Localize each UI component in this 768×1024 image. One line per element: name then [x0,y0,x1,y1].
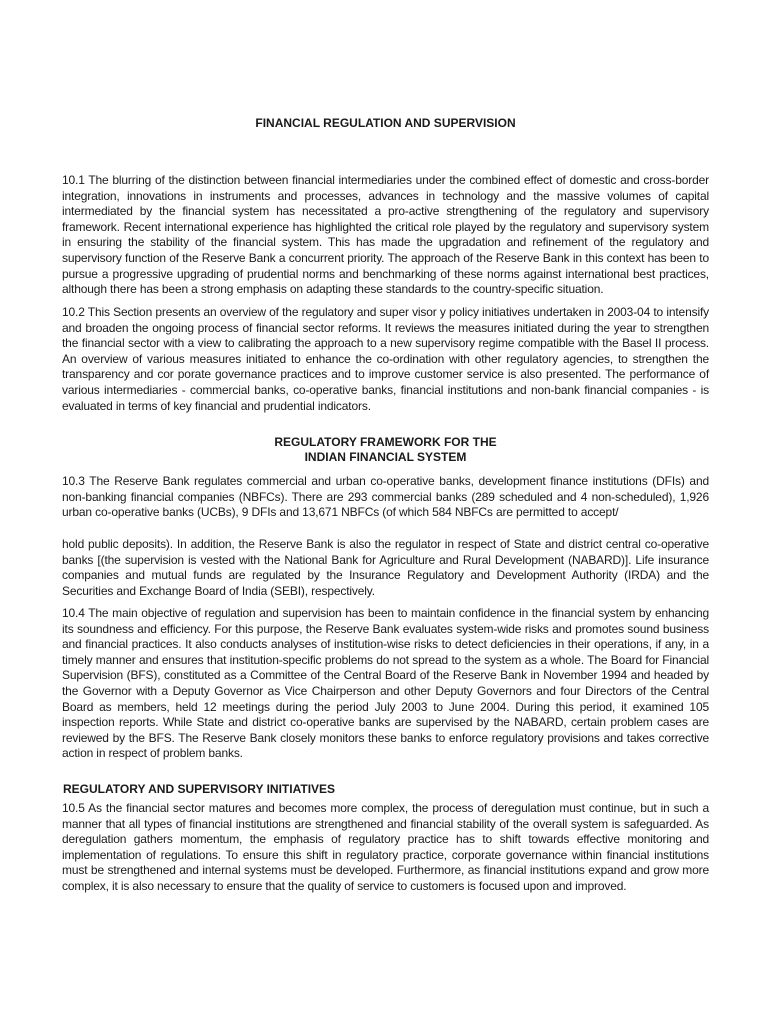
paragraph-10-2: 10.2 This Section presents an overview of the regulatory and super visor y policy initiatives undertaken in 2003-04 to intensify and broaden the ongoing process of financial sector reforms. It reviews the measures initiated during the year to strengthen the financial sector with a view to calibrating the approach to a new supervisory regime compatible with the Basel II process. An overview of various measures initiated to enhance the co-ordination with other regulatory agencies, to strengthen the transparency and cor porate governance practices and to improve customer service is also presented. The performance of various intermediaries - commercial banks, co-operative banks, financial institutions and non-bank financial companies - is evaluated in terms of key financial and prudential indicators. [62,305,709,413]
section-heading-line-1: REGULATORY FRAMEWORK FOR THE [274,435,497,449]
paragraph-10-5: 10.5 As the financial sector matures and becomes more complex, the process of deregulation must continue, but in such a manner that all types of financial institutions are strengthened and financial stability of the overall system is safeguarded. As deregulation gathers momentum, the emphasis of regulatory practice has to shift towards effective monitoring and implementation of regulations. To ensure this shift in regulatory practice, corporate governance within financial institutions must be strengthened and internal systems must be developed. Furthermore, as financial institutions expand and grow more complex, it is also necessary to ensure that the quality of service to customers is focused upon and improved. [62,801,709,893]
paragraph-10-3-continued: hold public deposits). In addition, the Reserve Bank is also the regulator in respect of State and district central co-operative banks [(the supervision is vested with the National Bank for Agriculture and Rural Development (NABARD)]. Life insurance companies and mutual funds are regulated by the Insurance Regulatory and Development Authority (IRDA) and the Securities and Exchange Board of India (SEBI), respectively. [62,537,709,598]
section-heading-line-2: INDIAN FINANCIAL SYSTEM [304,450,467,464]
paragraph-10-1: 10.1 The blurring of the distinction between financial intermediaries under the combined effect of domestic and cross-border integration, innovations in instruments and processes, advances in technology and the massive volumes of capital intermediated by the financial system has necessitated a pro-active strengthening of the regulatory and supervisory framework. Recent international experience has highlighted the critical role played by the regulatory and supervisory system in ensuring the stability of the financial system. This has made the upgradation and refinement of the regulatory and supervisory function of the Reserve Bank a concurrent priority. The approach of the Reserve Bank in this context has been to pursue a progressive upgrading of prudential norms and benchmarking of these norms against international best practices, although there has been a strong emphasis on adapting these standards to the country-specific situation. [62,173,709,297]
section-heading-regulatory-framework [62,435,709,465]
document-title: FINANCIAL REGULATION AND SUPERVISION [255,116,516,130]
section-heading-initiatives: REGULATORY AND SUPERVISORY INITIATIVES [63,782,336,796]
paragraph-10-4: 10.4 The main objective of regulation and supervision has been to maintain confidence in the financial system by enhancing its soundness and efficiency. For this purpose, the Reserve Bank evaluates system-wide risks and promotes sound business and financial practices. It also conducts analyses of institution-wise risks to detect deficiencies in their operations, if any, in a timely manner and ensures that institution-specific problems do not spread to the system as a whole. The Board for Financial Supervision (BFS), constituted as a Committee of the Central Board of the Reserve Bank in November 1994 and headed by the Governor with a Deputy Governor as Vice Chairperson and other Deputy Governors and four Directors of the Central Board as members, held 12 meetings during the period July 2003 to June 2004. During this period, it examined 105 inspection reports. While State and district co-operative banks are supervised by the NABARD, certain problem cases are reviewed by the BFS. The Reserve Bank closely monitors these banks to enforce regulatory provisions and takes corrective action in respect of problem banks. [62,606,709,761]
paragraph-10-3: 10.3 The Reserve Bank regulates commercial and urban co-operative banks, development finance institutions (DFIs) and non-banking financial companies (NBFCs). There are 293 commercial banks (289 scheduled and 4 non-scheduled), 1,926 urban co-operative banks (UCBs), 9 DFIs and 13,671 NBFCs (of which 584 NBFCs are permitted to accept/ [62,474,709,520]
